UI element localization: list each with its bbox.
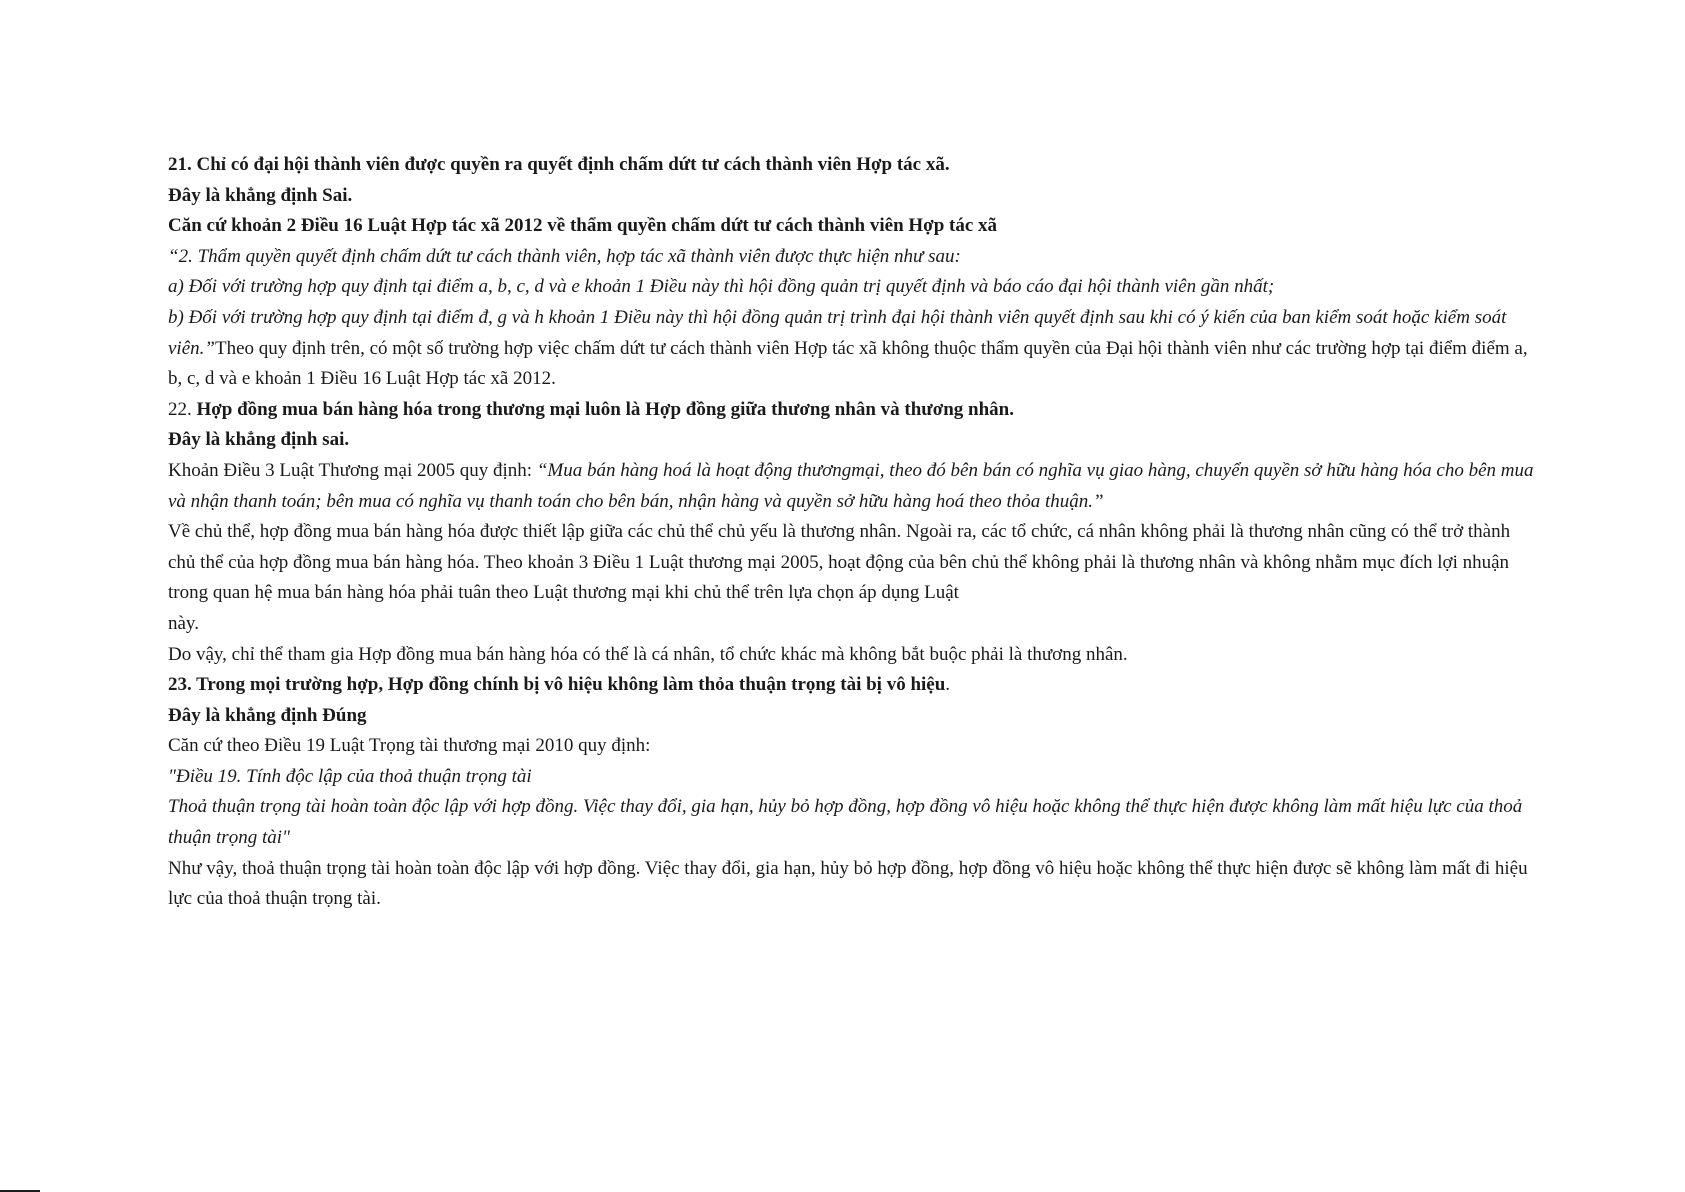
q22-title: Hợp đồng mua bán hàng hóa trong thương mại luôn là Hợp đồng giữa thương nhân và thương nhân.: [196, 398, 1014, 420]
q22-basis-paragraph: [168, 456, 1536, 517]
q21-quote-b-paragraph: [168, 303, 1536, 395]
q21-basis: Căn cứ khoản 2 Điều 16 Luật Hợp tác xã 2012 về thẩm quyền chấm dứt tư cách thành viên Hợp tác xã: [168, 215, 998, 237]
q21-quote-a: a) Đối với trường hợp quy định tại điểm a, b, c, d và e khoản 1 Điều này thì hội đồng quản trị quyết định và báo cáo đại hội thành viên gần nhất;: [168, 276, 1275, 298]
q21-conclusion: Theo quy định trên, có một số trường hợp việc chấm dứt tư cách thành viên Hợp tác xã không thuộc thẩm quyền của Đại hội thành viên như các trường hợp tại điểm điểm a, b, c, d và e khoản 1 Điều 16 Luật Hợp tác xã 2012.: [168, 337, 1528, 390]
q22-verdict: Đây là khẳng định sai.: [168, 429, 350, 451]
q23-quote-heading: "Điều 19. Tính độc lập của thoả thuận trọng tài: [168, 765, 532, 787]
q21-quote-intro: “2. Thẩm quyền quyết định chấm dứt tư cách thành viên, hợp tác xã thành viên được thực hiện như sau:: [168, 245, 961, 267]
q22-basis-lead: Khoản Điều 3 Luật Thương mại 2005 quy định:: [168, 459, 537, 481]
document-page: [168, 150, 1536, 915]
q22-basis-quote: “Mua bán hàng hoá là hoạt động thươngmại, theo đó bên bán có nghĩa vụ giao hàng, chuyển quyền sở hữu hàng hóa cho bên mua và nhận thanh toán; bên mua có nghĩa vụ thanh toán cho bên bán, nhận hàng và quyền sở hữu hàng hoá theo thỏa thuận.”: [168, 459, 1534, 512]
q23-title: 23. Trong mọi trường hợp, Hợp đồng chính bị vô hiệu không làm thỏa thuận trọng tài bị vô hiệu: [168, 674, 946, 696]
q21-quote-b: b) Đối với trường hợp quy định tại điểm đ, g và h khoản 1 Điều này thì hội đồng quản trị trình đại hội thành viên quyết định sau khi có ý kiến của ban kiểm soát hoặc kiểm soát viên.”: [168, 306, 1507, 359]
q22-number: 22.: [168, 398, 197, 420]
q22-analysis-tail: này.: [168, 612, 199, 634]
q22-analysis: Về chủ thể, hợp đồng mua bán hàng hóa được thiết lập giữa các chủ thể chủ yếu là thương nhân. Ngoài ra, các tổ chức, cá nhân không phải là thương nhân cũng có thể trở thành chủ thể của hợp đồng mua bán hàng hóa. Theo khoản 3 Điều 1 Luật thương mại 2005, hoạt động của bên chủ thể không phải là thương nhân và không nhằm mục đích lợi nhuận trong quan hệ mua bán hàng hóa phải tuân theo Luật thương mại khi chủ thể trên lựa chọn áp dụng Luật: [168, 521, 1511, 604]
q23-verdict: Đây là khẳng định Đúng: [168, 704, 367, 726]
q22-conclusion: Do vậy, chỉ thể tham gia Hợp đồng mua bán hàng hóa có thể là cá nhân, tổ chức khác mà không bắt buộc phải là thương nhân.: [168, 643, 1128, 665]
q23-title-end: .: [945, 674, 951, 696]
q22-heading: [168, 395, 1536, 426]
q21-verdict: Đây là khẳng định Sai.: [168, 184, 353, 206]
q21-title: 21. Chỉ có đại hội thành viên được quyền ra quyết định chấm dứt tư cách thành viên Hợp tác xã.: [168, 154, 950, 175]
clipped-previous-line: [168, 128, 628, 138]
q23-heading: [168, 670, 1536, 701]
q23-quote-body: Thoả thuận trọng tài hoàn toàn độc lập với hợp đồng. Việc thay đổi, gia hạn, hủy bỏ hợp đồng, hợp đồng vô hiệu hoặc không thể thực hiện được không làm mất hiệu lực của thoả thuận trọng tài": [168, 796, 1523, 849]
q23-basis: Căn cứ theo Điều 19 Luật Trọng tài thương mại 2010 quy định:: [168, 735, 651, 757]
q23-conclusion: Như vậy, thoả thuận trọng tài hoàn toàn độc lập với hợp đồng. Việc thay đổi, gia hạn, hủy bỏ hợp đồng, hợp đồng vô hiệu hoặc không thể thực hiện được sẽ không làm mất đi hiệu lực của thoả thuận trọng tài.: [168, 857, 1528, 910]
